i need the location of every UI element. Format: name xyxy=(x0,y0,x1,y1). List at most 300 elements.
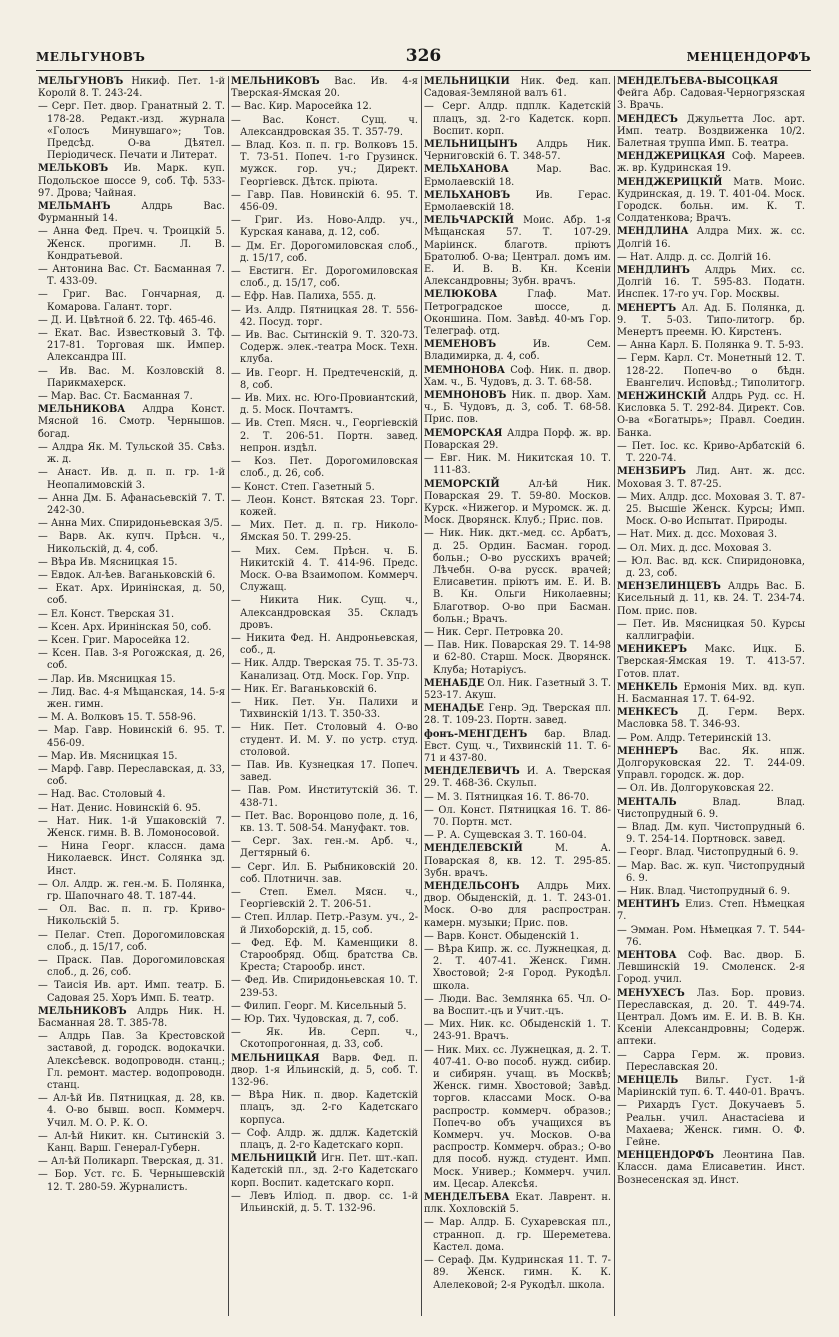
directory-entry-head xyxy=(424,703,611,727)
directory-entry-sub xyxy=(38,816,225,840)
directory-entry-head xyxy=(617,1150,805,1187)
entry-text: Игн. Пет. шт.-кап. Кадетскій пл., зд. 2-го Кадетскаго корп. Воспит. кадетскаго корп. xyxy=(231,1153,418,1189)
directory-entry-sub xyxy=(231,1014,418,1026)
directory-entry-sub xyxy=(38,366,225,390)
directory-entry-head xyxy=(38,201,225,225)
directory-entry-sub xyxy=(617,441,805,465)
entry-surname: МЕЛЬНИЦКІЙ xyxy=(424,76,510,87)
entry-text: — М. А. Волковъ 15. Т. 558-96. xyxy=(38,712,197,724)
directory-entry-head xyxy=(424,289,611,338)
directory-entry-sub xyxy=(231,975,418,999)
directory-entry-sub xyxy=(38,930,225,954)
entry-surname: МЕНТАЛЬ xyxy=(617,796,677,808)
entry-text: бар. Влад. Евст. Сущ. ч., Тихвинскій 11. Т. 6-71 и 437-80. xyxy=(424,728,611,764)
entry-text: — Ефр. Нав. Палиха, 555. д. xyxy=(231,291,377,303)
directory-entry-head xyxy=(617,899,805,923)
directory-entry-sub xyxy=(38,583,225,607)
entry-text: — Никита Фед. Н. Андроньевская, соб., д. xyxy=(231,632,418,657)
entry-text: — Антонина Вас. Ст. Басманная 7. Т. 433-09. xyxy=(38,264,225,288)
entry-surname: МЕНТИНЪ xyxy=(617,899,680,911)
entry-surname: МЕНДЕЛЪЕВА-ВЫСОЦКАЯ xyxy=(617,76,778,87)
entry-text: Фейга Абр. Садовая-Черногрязская 3. Врачь. xyxy=(617,88,805,112)
directory-entry-sub xyxy=(38,1093,225,1130)
directory-entry-sub xyxy=(38,570,225,582)
entry-surname: МЕНДЖЕРИЦКАЯ xyxy=(617,151,726,163)
entry-text: — Влад. Коз. п. п. гр. Волковъ 15. Т. 73-51. Попеч. 1-го Грузинск. мужск. гор. уч.; Директ. Георгіевск. Дѣтск. пріюта. xyxy=(231,140,418,188)
entry-text: — Люди. Вас. Землянка 65. Чл. О-ва Воспит.-цъ и Учит.-цъ. xyxy=(424,993,611,1018)
entry-text: — Мих. Алдр. дсс. Моховая 3. Т. 87-25. Высшіе Женск. Курсы; Имп. Моск. О-во Испытат. Природы. xyxy=(617,491,805,528)
entry-text: — Мар. Алдр. Б. Сухаревская пл., странноп. д. гр. Шереметева. Кастел. дома. xyxy=(424,1217,611,1253)
entry-text: — Ол. Мих. д. дсс. Моховая 3. xyxy=(617,542,772,554)
directory-entry-sub xyxy=(38,841,225,878)
entry-text: Алдра Порф. ж. вр. Поварская 29. xyxy=(424,427,611,451)
entry-text: — Мих. Сем. Прѣсн. ч. Б. Никитскій 4. Т. 414-96. Предс. Моск. О-ва Взаимопом. Коммерч. Служащ. xyxy=(231,545,418,594)
entry-text: — Д. И. Цвѣтной б. 22. Тф. 465-46. xyxy=(38,314,217,326)
entry-text: Моис. Абр. 1-я Мѣщанская 57. Т. 107-29. Маріинск. благотв. пріютъ Братолюб. О-ва; Централ. домъ им. Е. И. В. В. Кн. Ксеніи Александровны; Зубн. врачъ. xyxy=(424,215,611,288)
directory-entry-head xyxy=(424,479,611,528)
directory-entry-sub xyxy=(617,822,805,846)
entry-text: — Нина Георг. классн. дама Николаевск. Инст. Солянка зд. Инст. xyxy=(38,841,225,877)
entry-text: — Над. Вас. Столовый 4. xyxy=(38,789,166,801)
directory-entry-sub xyxy=(231,330,418,367)
directory-entry-sub xyxy=(617,1050,805,1074)
directory-entry-head xyxy=(617,644,805,681)
entry-surname: МЕННЕРЪ xyxy=(617,745,679,757)
entry-text: — Мар. Вас. ж. куп. Чистопрудный 6. 9. xyxy=(617,860,805,884)
entry-text: — Нат. Ник. 1-й Ушаковскій 7. Женск. гимн. В. В. Ломоносовой. xyxy=(38,815,225,839)
entry-surname: МЕНКЕЛЬ xyxy=(617,681,678,693)
directory-entry-head xyxy=(617,303,805,340)
entry-text: Ив. Сем. Владимирка, д. 4, соб. xyxy=(424,339,611,363)
directory-entry-sub xyxy=(231,887,418,911)
directory-entry-sub xyxy=(424,101,611,138)
directory-entry-sub xyxy=(617,353,805,390)
directory-entry-sub xyxy=(231,418,418,455)
entry-text: Макс. Ицк. Б. Тверская-Ямская 19. Т. 413-57. Готов. плат. xyxy=(617,644,805,680)
entry-text: Соф. Вас. двор. Б. Левшинскій 19. Смоленск. 2-я Город. учил. xyxy=(617,950,805,986)
directory-entry-sub xyxy=(231,546,418,595)
directory-entry-sub xyxy=(231,1090,418,1127)
page-number: 326 xyxy=(405,46,442,66)
entry-text: Ник. п. двор. Хам. ч., Б. Чудовъ, д. 3, соб. Т. 68-58. Прис. пов. xyxy=(424,390,611,426)
entry-surname: МЕНУХЕСЪ xyxy=(617,987,685,999)
directory-entry-sub xyxy=(617,492,805,529)
directory-entry-sub xyxy=(38,751,225,763)
directory-entry-head xyxy=(424,190,611,214)
entry-text: — Эмман. Ром. Нѣмецкая 7. Т. 544-76. xyxy=(617,924,805,948)
entry-text: — Леон. Конст. Вятская 23. Торг. кожей. xyxy=(231,494,418,518)
entry-surname: фонъ-МЕНГДЕНЪ xyxy=(424,728,528,740)
entry-surname: МЕЛЮКОВА xyxy=(424,289,498,301)
directory-entry-head xyxy=(617,988,805,1049)
directory-entry-head xyxy=(231,1053,418,1090)
entry-text: — Екат. Вас. Известковый 3. Тф. 217-81. Торговая шк. Импер. Александра III. xyxy=(38,328,225,364)
entry-text: Мар. Вас. Ермолаевскій 18. xyxy=(424,164,611,188)
entry-text: — Анна Мих. Спиридоньевская 3/5. xyxy=(38,518,223,530)
entry-text: Алдрь Вас. Фурманный 14. xyxy=(38,201,225,225)
entry-text: — Анна Фед. Преч. ч. Троицкій 5. Женск. прогимн. Л. В. Кондратьевой. xyxy=(38,226,225,262)
directory-entry-sub xyxy=(424,994,611,1018)
entry-text: — Пет. Вас. Воронцово поле, д. 16, кв. 13. Т. 508-54. Мануфакт. тов. xyxy=(231,810,418,834)
entry-text: Влад. Влад. Чистопрудный 6. 9. xyxy=(617,796,805,820)
header-rule xyxy=(36,70,811,71)
entry-text: — Серг. Алдр. пдплк. Кадетскій плацъ, зд. 2-го Кадетск. корп. Воспит. корп. xyxy=(424,101,611,137)
entry-surname: МЕЛЬКОВЪ xyxy=(38,163,109,175)
entry-text: — Ксен. Григ. Маросейка 12. xyxy=(38,634,190,646)
directory-entry-sub xyxy=(38,264,225,288)
entry-text: — Вас. Конст. Сущ. ч. Александровская 35. Т. 357-79. xyxy=(231,114,418,138)
directory-entry-sub xyxy=(231,190,418,214)
entry-surname: МЕНЖИНСКІЙ xyxy=(617,391,707,403)
directory-entry-head xyxy=(231,76,418,100)
directory-entry-head xyxy=(617,151,805,175)
entry-text: — Ол. Вас. п. п. гр. Криво-Никольскій 5. xyxy=(38,904,225,928)
entry-text: Ол. Ник. Газетный 3. Т. 523-17. Акуш. xyxy=(424,677,611,701)
entry-text: — Р. А. Сущевская 3. Т. 160-04. xyxy=(424,830,587,842)
entry-text: — Пет. Ив. Мясницкая 50. Курсы каллиграфіи. xyxy=(617,618,805,642)
directory-entry-head xyxy=(424,678,611,702)
directory-entry-sub xyxy=(231,140,418,189)
entry-text: Лаз. Бор. провиз. Переславская, д. 20. Т. 449-74. Централ. Домъ им. Е. И. В. В. Кн. Ксеніи Александровны; Содерж. аптеки. xyxy=(617,987,805,1048)
directory-entry-sub xyxy=(231,938,418,975)
directory-entry-head xyxy=(38,76,225,100)
entry-text: Алдра Конст. Мясной 16. Смотр. Чернышов. богад. xyxy=(38,404,225,440)
entry-text: — Степ. Емел. Мясн. ч., Георгіевскій 2. Т. 206-51. xyxy=(231,887,418,911)
entry-text: — Влад. Дм. куп. Чистопрудный 6. 9. Т. 254-14. Портновск. завед. xyxy=(617,821,805,846)
entry-text: — Варв. Конст. Обыденскій 1. xyxy=(424,930,579,942)
directory-entry-sub xyxy=(424,830,611,842)
directory-entry-sub xyxy=(38,226,225,263)
directory-entry-sub xyxy=(38,1031,225,1092)
directory-entry-sub xyxy=(231,215,418,239)
directory-entry-head xyxy=(617,114,805,151)
directory-entry-sub xyxy=(231,785,418,809)
directory-entry-sub xyxy=(38,803,225,815)
entry-text: — Фед. Ив. Спиридоньевская 10. Т. 239-53. xyxy=(231,975,418,999)
entry-text: — Праск. Пав. Дорогомиловская слоб., д. 26, соб. xyxy=(38,955,225,979)
entry-surname: МЕЛЬГУНОВЪ xyxy=(38,76,124,87)
entry-surname: МЕНЦЕНДОРФЪ xyxy=(617,1150,715,1162)
directory-entry-sub xyxy=(231,368,418,392)
entry-text: — Фед. Еф. М. Каменщики 8. Старообряд. Общ. братства Св. Креста; Старообр. инст. xyxy=(231,937,418,974)
directory-entry-sub xyxy=(231,811,418,835)
entry-text: И. А. Тверская 29. Т. 468-36. Скульп. xyxy=(424,766,611,790)
entry-text: — Мих. Пет. д. п. гр. Николо-Ямская 50. Т. 299-25. xyxy=(231,520,418,544)
directory-entry-head xyxy=(424,76,611,100)
directory-entry-sub xyxy=(424,640,611,677)
entry-text: Соф. Ник. п. двор. Хам. ч., Б. Чудовъ, д. 3. Т. 68-58. xyxy=(424,364,611,388)
entry-text: — Анаст. Ив. д. п. п. гр. 1-й Неопалимовскій 3. xyxy=(38,467,225,491)
entry-text: — Сераф. Дм. Кудринская 11. Т. 7-89. Женск. гимн. К. К. Алелековой; 2-я Рукодѣл. школа. xyxy=(424,1255,611,1291)
directory-entry-sub xyxy=(424,792,611,804)
directory-entry-sub xyxy=(617,340,805,352)
entry-surname: МЕНАДЬЕ xyxy=(424,703,484,715)
entry-text: — Ол. Алдр. ж. ген.-м. Б. Полянка, гр. Шапочнаго 48. Т. 187-44. xyxy=(38,878,225,902)
directory-entry-head xyxy=(617,76,805,113)
entry-text: — Никита Ник. Сущ. ч., Александровская 35. Складъ дровъ. xyxy=(231,595,418,631)
entry-text: — Пелаг. Степ. Дорогомиловская слоб., д. 15/17, соб. xyxy=(38,929,225,953)
directory-entry-sub xyxy=(38,315,225,327)
directory-entry-sub xyxy=(424,944,611,993)
entry-text: — Степ. Иллар. Петр.-Разум. уч., 2-й Лихоборскій, д. 15, соб. xyxy=(231,912,418,936)
entry-surname: МЕНКЕСЪ xyxy=(617,707,679,719)
directory-entry-head xyxy=(617,265,805,302)
directory-entry-head xyxy=(617,581,805,618)
directory-entry-sub xyxy=(231,101,418,113)
directory-entry-sub xyxy=(38,442,225,466)
entry-text: — Ал-ѣй Никит. кн. Сытинскій 3. Канц. Варш. Генерал-Губерн. xyxy=(38,1130,225,1155)
entry-text: — Ник. Пет. Столовый 4. О-во студент. И. М. У. по устр. студ. столовой. xyxy=(231,722,418,758)
directory-entry-sub xyxy=(231,1027,418,1051)
entry-text: — Гавр. Пав. Новинскій 6. 95. Т. 456-09. xyxy=(231,189,418,214)
directory-entry-head xyxy=(617,226,805,250)
column-3 xyxy=(422,76,615,1316)
entry-text: — Пав. Ром. Институтскій 36. Т. 438-71. xyxy=(231,785,418,809)
column-4 xyxy=(615,76,808,1316)
entry-text: — Варв. Ак. купч. Прѣсн. ч., Никольскій, д. 4, соб. xyxy=(38,531,225,555)
entry-text: — Таисія Ив. арт. Имп. театр. Б. Садовая 25. Хоръ Имп. Б. театр. xyxy=(38,980,225,1004)
entry-surname: МЕНДЕЛЬСОНЪ xyxy=(424,881,520,892)
entry-text: — Дм. Ег. Дорогомиловская слоб., д. 15/17, соб. xyxy=(231,240,418,264)
directory-entry-sub xyxy=(231,658,418,682)
entry-text: — Вѣра Кипр. ж. сс. Лужнецкая, д. 2. Т. 407-41. Женск. Гимн. Хвостовой; 2-я Город. Рукодѣл. школа. xyxy=(424,944,611,992)
directory-entry-sub xyxy=(231,633,418,657)
entry-text: Ал. Ад. Б. Полянка, д. 9. Т. 5-03. Типо-литогр. бр. Менертъ преемн. Ю. Кирстенъ. xyxy=(617,302,805,339)
directory-entry-head xyxy=(424,843,611,880)
entry-text: — М. З. Пятницкая 16. Т. 86-70. xyxy=(424,791,590,803)
directory-entry-sub xyxy=(38,904,225,928)
entry-text: — Ник. Пет. Ун. Палихи и Тихвинскій 1/13. Т. 350-33. xyxy=(231,696,418,721)
entry-surname: МЕНЗЕЛИНЦЕВЪ xyxy=(617,581,721,593)
entry-surname: МЕЛЬМАНЪ xyxy=(38,201,111,213)
entry-text: — Пав. Ник. Поварская 29. Т. 14-98 и 62-80. Старш. Моск. Дворянск. Клуба; Нотаріусъ. xyxy=(424,640,611,676)
entry-surname: МЕМНОНОВЪ xyxy=(424,390,507,402)
entry-text: Лид. Ант. ж. дсс. Моховая 3. Т. 87-25. xyxy=(617,466,805,490)
directory-entry-sub xyxy=(617,252,805,264)
entry-text: — Соф. Алдр. ж. ддлж. Кадетскій плацъ, д. 2-го Кадетскаго корп. xyxy=(231,1127,418,1152)
entry-text: — Анна Карл. Б. Полянка 9. Т. 5-93. xyxy=(617,340,804,352)
entry-text: — Филип. Георг. М. Кисельный 5. xyxy=(231,1000,407,1012)
directory-entry-head xyxy=(617,466,805,490)
directory-entry-head xyxy=(38,1006,225,1030)
directory-entry-head xyxy=(424,215,611,288)
header-left-catchword: МЕЛЬГУНОВЪ xyxy=(36,50,146,64)
entry-surname: МЕНДЕЛЪЕВА xyxy=(424,1192,510,1204)
entry-surname: МЕЛЬНИЦЫНЪ xyxy=(424,139,518,151)
directory-entry-head xyxy=(38,163,225,200)
directory-entry-head xyxy=(424,766,611,790)
directory-entry-head xyxy=(38,404,225,441)
directory-entry-sub xyxy=(231,684,418,696)
directory-entry-sub xyxy=(231,291,418,303)
directory-entry-sub xyxy=(231,495,418,519)
entry-text: — Георг. Влад. Чистопрудный 6. 9. xyxy=(617,847,799,859)
entry-text: — Бор. Уст. гс. Б. Чернышевскій 12. Т. 280-59. Журналистъ. xyxy=(38,1169,225,1193)
entry-text: Елиз. Степ. Нѣмецкая 7. xyxy=(617,899,805,923)
entry-text: Ив. Марк. куп. Подольское шоссе 9, соб. Тф. 533-97. Дрова; Чайная. xyxy=(38,163,225,199)
entry-text: — Ник. Ег. Ваганьковскій 6. xyxy=(231,683,377,695)
directory-entry-sub xyxy=(38,879,225,903)
entry-text: — Ив. Вас. М. Козловскій 8. Парикмахерск. xyxy=(38,365,225,389)
entry-text: — Мих. Ник. кс. Обыденскій 1. Т. 243-91. Врачъ. xyxy=(424,1019,611,1043)
entry-columns xyxy=(36,76,811,1316)
entry-text: — Ол. Ив. Долгоруковская 22. xyxy=(617,783,774,795)
entry-text: Алдрь Ник. Черниговскій 6. Т. 348-57. xyxy=(424,139,611,163)
entry-text: — Ксен. Пав. 3-я Рогожская, д. 26, соб. xyxy=(38,648,225,672)
entry-text: — Конст. Степ. Газетный 5. xyxy=(231,481,375,493)
entry-text: — Лар. Ив. Мясницкая 15. xyxy=(38,673,176,685)
directory-entry-sub xyxy=(231,836,418,860)
directory-entry-sub xyxy=(38,674,225,686)
directory-entry-sub xyxy=(617,529,805,541)
entry-text: — Серг. Пет. двор. Гранатный 2. Т. 178-28. Редакт.-изд. журнала «Голосъ Минувшаго»; Тов. Предсѣд. О-ва Дѣятел. Періодическ. Печати и Литерат. xyxy=(38,101,225,162)
entry-text: — Серг. Зах. ген.-м. Арб. ч., Дегтярный 6. xyxy=(231,836,418,860)
directory-entry-head xyxy=(424,139,611,163)
directory-entry-sub xyxy=(38,467,225,491)
entry-surname: МЕЛЬНИЦКІЙ xyxy=(231,1153,317,1165)
entry-text: Екат. Лаврент. н. плк. Хохловскій 5. xyxy=(424,1192,611,1216)
column-1 xyxy=(36,76,229,1316)
directory-entry-head xyxy=(424,164,611,188)
directory-entry-sub xyxy=(38,328,225,365)
entry-text: — Нат. Мих. д. дсс. Моховая 3. xyxy=(617,529,778,541)
directory-entry-sub xyxy=(38,635,225,647)
directory-entry-sub xyxy=(231,697,418,721)
page-header xyxy=(36,46,811,72)
directory-entry-head xyxy=(424,729,611,766)
directory-entry-sub xyxy=(231,520,418,544)
entry-text: — Ив. Вас. Сытинскій 9. Т. 320-73. Содерж. элек.-театра Моск. Техн. клуба. xyxy=(231,330,418,366)
entry-surname: МЕЛЬНИКОВА xyxy=(38,404,126,416)
directory-entry-sub xyxy=(231,760,418,784)
entry-text: — Як. Ив. Серп. ч., Скотопрогонная, д. 33, соб. xyxy=(231,1027,418,1051)
directory-entry-sub xyxy=(231,722,418,759)
directory-entry-sub xyxy=(617,619,805,643)
entry-text: Соф. Мареев. ж. вр. Кудринская 19. xyxy=(617,151,805,175)
entry-surname: МЕНЕРТЪ xyxy=(617,302,677,314)
directory-entry-sub xyxy=(617,733,805,745)
directory-entry-sub xyxy=(617,847,805,859)
directory-entry-head xyxy=(617,391,805,440)
directory-entry-sub xyxy=(424,453,611,477)
entry-surname: МЕНТОВА xyxy=(617,950,677,962)
entry-surname: МЕМОРСКАЯ xyxy=(424,427,503,439)
entry-text: — Вѣра Ив. Мясницкая 15. xyxy=(38,556,178,568)
entry-text: Алдрь Руд. сс. Н. Кисловка 5. Т. 292-84. Директ. Сов. О-ва «Богатырь»; Правл. Соедин. Банка. xyxy=(617,391,805,439)
directory-entry-sub xyxy=(38,289,225,313)
directory-entry-head xyxy=(424,365,611,389)
entry-text: — Мар. Ив. Мясницкая 15. xyxy=(38,750,178,762)
entry-text: — Серг. Ил. Б. Рыбниковскій 20. соб. Плотничн. зав. xyxy=(231,861,418,885)
directory-entry-head xyxy=(424,881,611,930)
directory-entry-head xyxy=(424,339,611,363)
entry-text: — Герм. Карл. Ст. Монетный 12. Т. 128-22. Попеч-во о бѣдн. Евангелич. Исповѣд.; Типолитогр. xyxy=(617,353,805,389)
directory-entry-head xyxy=(617,1075,805,1099)
directory-entry-sub xyxy=(38,531,225,555)
directory-entry-sub xyxy=(38,1156,225,1168)
entry-text: — Юр. Тих. Чудовская, д. 7, соб. xyxy=(231,1014,399,1026)
entry-text: — Ник. Мих. сс. Лужнецкая, д. 2. Т. 407-41. О-во пособ. нужд. сибир. и сибирян. учащ. въ Москвѣ; Женск. гимн. Хвостовой; Завѣд. торгов. классами Моск. О-ва распростр. коммерч. образов.; Попеч-во объ учащихся въ Коммерч. уч. Москов. О-ва распростр. Коммерч. образ.; О-во для пособ. нужд. студент. Имп. Моск. Универ.; Коммерч. учил. им. Цесар. Алексѣя. xyxy=(424,1044,611,1190)
directory-entry-sub xyxy=(231,862,418,886)
directory-entry-head xyxy=(424,1192,611,1216)
entry-text: — Коз. Пет. Дорогомиловская слоб., д. 26, соб. xyxy=(231,456,418,480)
entry-text: — Ник. Влад. Чистопрудный 6. 9. xyxy=(617,886,791,897)
entry-surname: МЕНЦЕЛЬ xyxy=(617,1075,679,1087)
entry-text: — Мар. Вас. Ст. Басманная 7. xyxy=(38,391,193,403)
directory-entry-sub xyxy=(38,712,225,724)
directory-entry-sub xyxy=(231,393,418,417)
entry-text: М. А. Поварская 8, кв. 12. Т. 295-85. Зубн. врачъ. xyxy=(424,843,611,879)
directory-entry-sub xyxy=(38,789,225,801)
directory-entry-sub xyxy=(38,725,225,749)
directory-entry-sub xyxy=(38,1169,225,1193)
entry-text: — Марф. Гавр. Переславская, д. 33, соб. xyxy=(38,763,225,788)
directory-entry-sub xyxy=(424,528,611,626)
entry-text: Вас. Ив. 4-я Тверская-Ямская 20. xyxy=(231,76,418,100)
directory-entry-sub xyxy=(617,556,805,580)
directory-entry-sub xyxy=(617,543,805,555)
directory-entry-sub xyxy=(231,305,418,329)
entry-text: Варв. Фед. п. двор. 1-я Ильинскій, д. 5, соб. Т. 132-96. xyxy=(231,1052,418,1089)
entry-surname: МЕМНОНОВА xyxy=(424,364,505,376)
directory-entry-sub xyxy=(231,266,418,290)
entry-text: — Алдрь Пав. За Крестовской заставой, д. городск. водокачки. Алексѣевск. водопроводн. станц.; Гл. ремонт. мастер. водопроводн. станц. xyxy=(38,1031,225,1092)
directory-entry-sub xyxy=(617,886,805,898)
directory-entry-head xyxy=(617,707,805,731)
entry-text: — Евстигн. Ег. Дорогомиловская слоб., д. 15/17, соб. xyxy=(231,266,418,290)
entry-surname: МЕНДЛИНА xyxy=(617,226,689,238)
entry-surname: МЕНЗБИРЪ xyxy=(617,466,686,478)
entry-surname: МЕНДЕЛЕВИЧЪ xyxy=(424,766,520,778)
entry-text: — Вас. Кир. Маросейка 12. xyxy=(231,101,372,113)
entry-text: Вас. Як. нпж. Долгоруковская 22. Т. 244-09. Управл. городск. ж. дор. xyxy=(617,745,805,782)
entry-surname: МЕЛЬХАНОВЪ xyxy=(424,189,511,201)
entry-text: — Лид. Вас. 4-я Мѣщанская, 14. 5-я жен. гимн. xyxy=(38,686,225,710)
directory-entry-sub xyxy=(231,482,418,494)
entry-text: Алдрь Мих. сс. Долгій 16. Т. 595-83. Податн. Инспек. 17-го уч. Гор. Москвы. xyxy=(617,265,805,301)
directory-entry-sub xyxy=(38,1131,225,1155)
directory-entry-sub xyxy=(617,925,805,949)
entry-text: — Ник. Ник. дкт.-мед. сс. Арбатъ, д. 25. Ордин. Басман. город. больн.; О-во русскихъ врачей; Лѣчебн. О-ва русск. врачей; Елисаветин. пріютъ им. Е. И. В. В. Кн. Ольги Николаевны; Благотвор. О-во при Басман. больн.; Врачъ. xyxy=(424,528,611,625)
entry-text: — Екат. Арх. Иринінская, д. 50, соб. xyxy=(38,583,225,607)
directory-entry-sub xyxy=(38,391,225,403)
entry-surname: МЕНДЕСЪ xyxy=(617,113,678,125)
entry-text: Вильг. Густ. 1-й Маріинскій туп. 6. Т. 440-01. Врачъ. xyxy=(617,1075,805,1099)
entry-surname: МЕЛЬХАНОВА xyxy=(424,164,509,176)
entry-text: — Пет. Іос. кс. Криво-Арбатскій 6. Т. 220-74. xyxy=(617,440,805,465)
directory-entry-sub xyxy=(38,980,225,1004)
directory-entry-head xyxy=(617,746,805,783)
directory-entry-sub xyxy=(38,764,225,788)
directory-entry-sub xyxy=(231,456,418,480)
directory-entry-sub xyxy=(38,648,225,672)
directory-entry-sub xyxy=(38,687,225,711)
entry-text: Ник. Фед. кап. Садовая-Земляной валъ 61. xyxy=(424,76,611,100)
entry-text: — Анна Дм. Б. Афанасьевскій 7. Т. 242-30. xyxy=(38,492,225,516)
entry-text: — Ник. Серг. Петровка 20. xyxy=(424,626,564,638)
entry-text: — Нат. Алдр. д. сс. Долгій 16. xyxy=(617,251,772,263)
entry-text: — Алдра Як. М. Тульской 35. Свѣз. ж. д. xyxy=(38,441,225,466)
directory-entry-sub xyxy=(231,1128,418,1152)
directory-entry-sub xyxy=(38,557,225,569)
directory-entry-head xyxy=(424,428,611,452)
header-right-catchword: МЕНЦЕНДОРФЪ xyxy=(686,50,811,64)
entry-text: Алдра Мих. ж. сс. Долгій 16. xyxy=(617,226,805,250)
entry-text: — Мар. Гавр. Новинскій 6. 95. Т. 456-09. xyxy=(38,725,225,749)
directory-entry-sub xyxy=(231,115,418,139)
entry-surname: МЕНДЖЕРИЦКІЙ xyxy=(617,176,723,188)
directory-entry-sub xyxy=(231,241,418,265)
